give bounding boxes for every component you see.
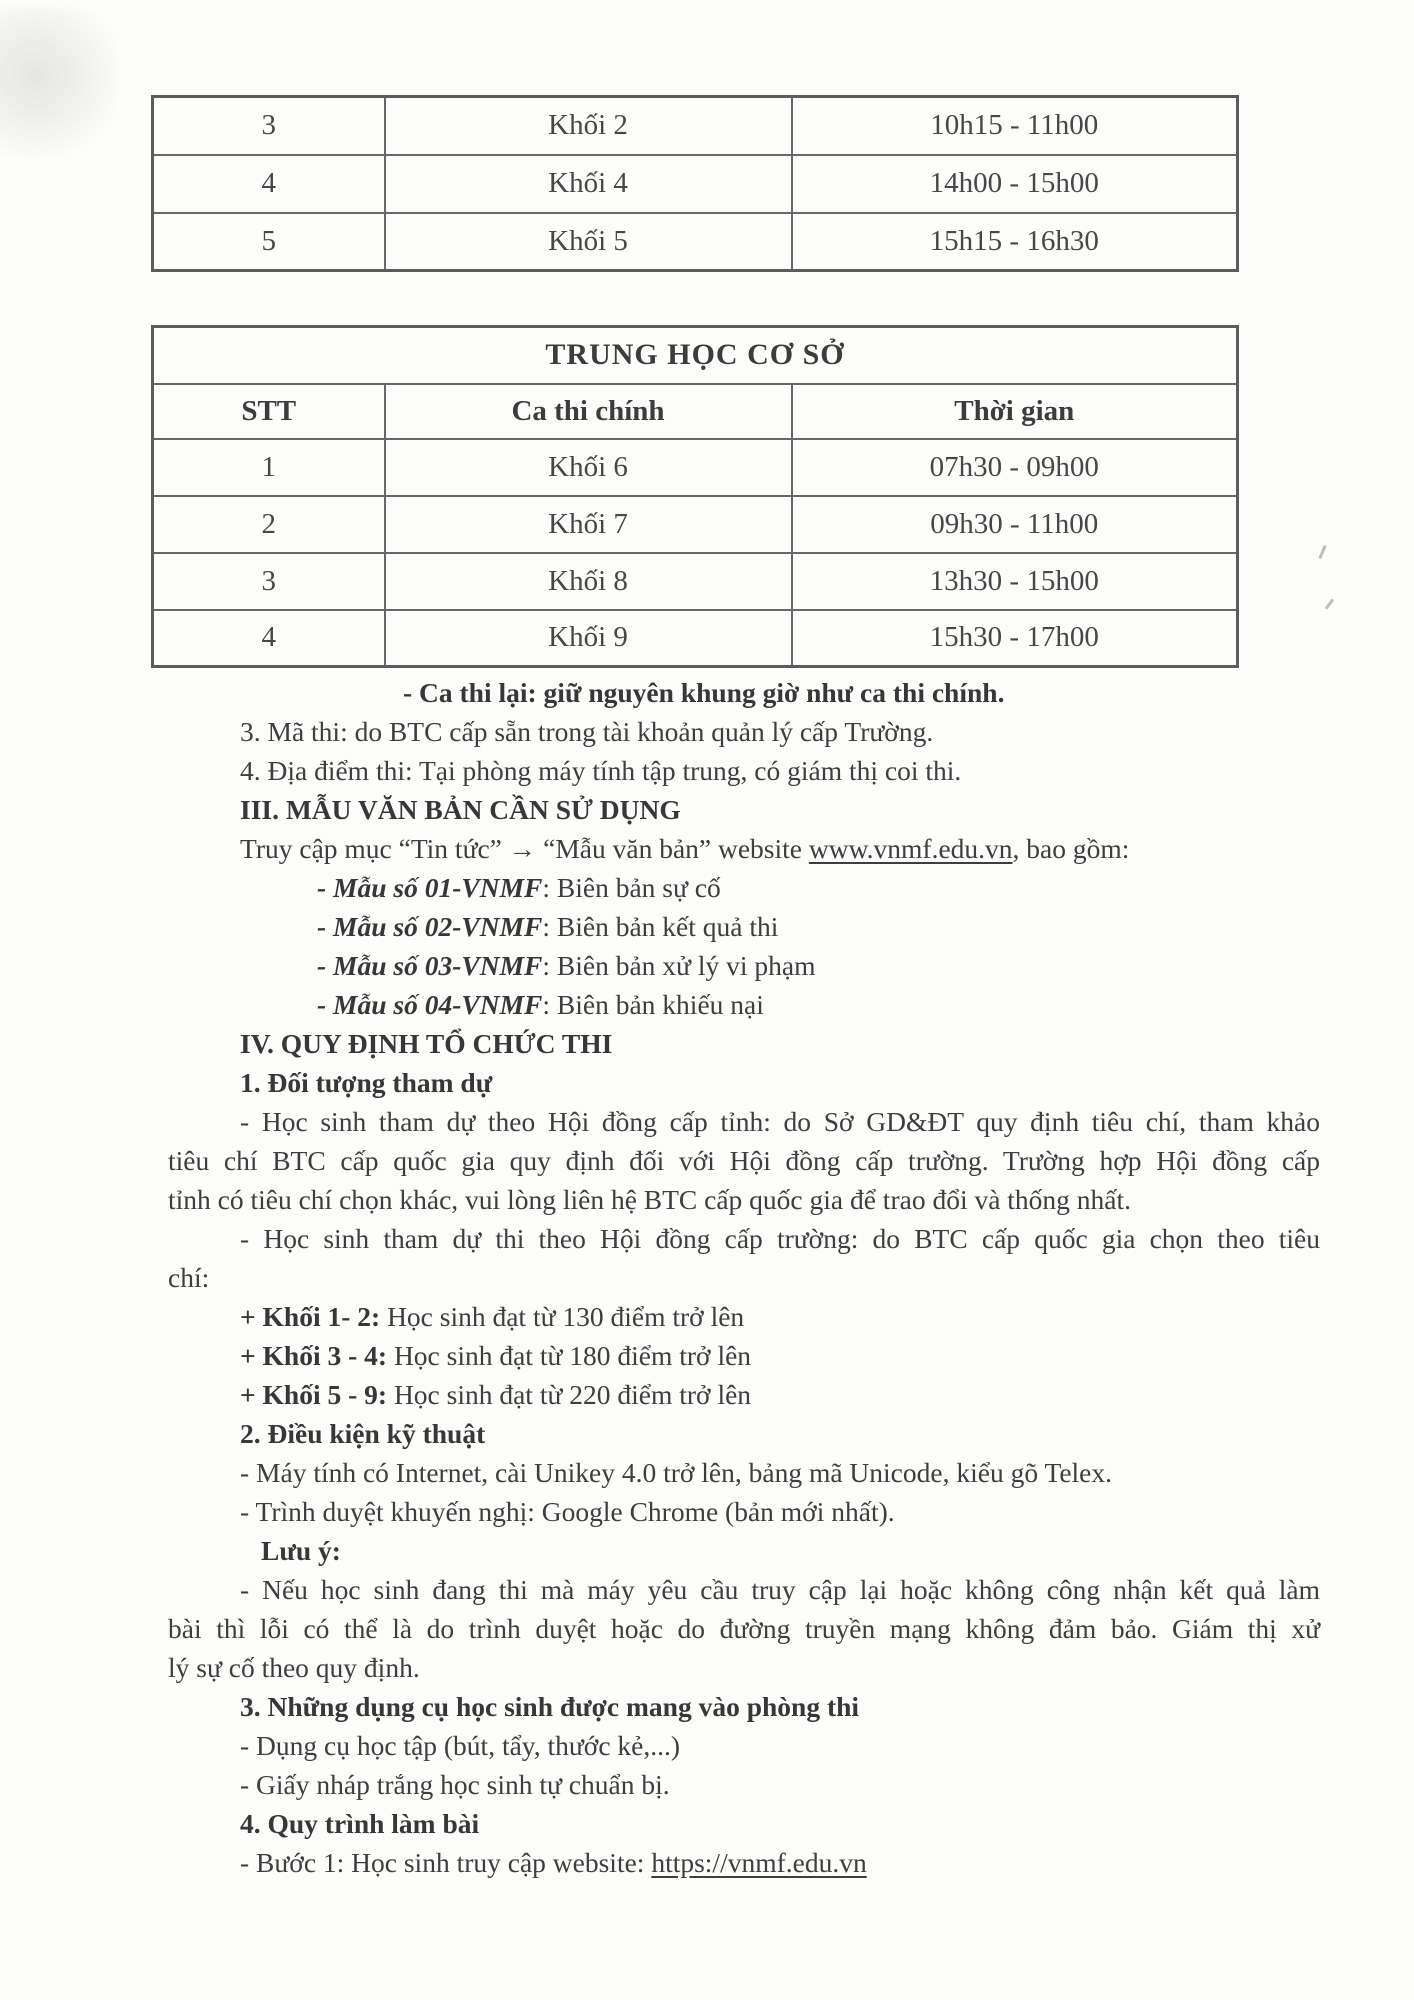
text-segment: - Mẫu số 01-VNMF xyxy=(317,872,543,903)
text-segment: + Khối 3 - 4: xyxy=(240,1340,388,1371)
hyperlink[interactable]: https://vnmf.edu.vn xyxy=(651,1847,867,1878)
text-segment: - Mẫu số 03-VNMF xyxy=(317,950,543,981)
time-cell: 14h00 - 15h00 xyxy=(792,155,1238,213)
grade-cell: Khối 6 xyxy=(385,439,792,496)
grade-cell: Khối 9 xyxy=(385,610,792,667)
text-segment: Học sinh đạt từ 220 điểm trở lên xyxy=(387,1379,752,1410)
time-cell: 15h30 - 17h00 xyxy=(792,610,1238,667)
time-cell: 15h15 - 16h30 xyxy=(792,213,1238,271)
table-row xyxy=(153,610,1238,667)
text-line xyxy=(168,1687,1320,1726)
text-line xyxy=(168,1531,1320,1570)
exam-schedule-table-primary xyxy=(151,95,1239,272)
text-line xyxy=(168,1024,1320,1063)
text-line xyxy=(168,1804,1320,1843)
text-segment: lý sự cố theo quy định. xyxy=(168,1652,420,1683)
text-segment: IV. QUY ĐỊNH TỔ CHỨC THI xyxy=(240,1028,613,1059)
table-row xyxy=(153,97,1238,155)
grade-cell: Khối 7 xyxy=(385,496,792,553)
text-line xyxy=(168,1609,1320,1648)
text-segment: - Ca thi lại: giữ nguyên khung giờ như ca thi chính. xyxy=(403,677,1005,708)
text-segment: - Mẫu số 04-VNMF xyxy=(317,989,543,1020)
time-cell: 10h15 - 11h00 xyxy=(792,97,1238,155)
header-thoi-gian: Thời gian xyxy=(792,384,1238,439)
table-title: TRUNG HỌC CƠ SỞ xyxy=(153,327,1238,384)
text-segment: - Dụng cụ học tập (bút, tẩy, thước kẻ,...) xyxy=(240,1730,681,1761)
text-segment: Học sinh đạt từ 130 điểm trở lên xyxy=(380,1301,745,1332)
time-cell: 09h30 - 11h00 xyxy=(792,496,1238,553)
text-segment: : Biên bản xử lý vi phạm xyxy=(542,950,816,981)
stt-cell: 2 xyxy=(153,496,385,553)
table-row xyxy=(153,496,1238,553)
text-line xyxy=(168,907,1320,946)
text-segment: Học sinh đạt từ 180 điểm trở lên xyxy=(387,1340,752,1371)
text-segment: : Biên bản kết quả thi xyxy=(542,911,779,942)
text-line xyxy=(168,1141,1320,1180)
text-segment: - Máy tính có Internet, cài Unikey 4.0 trở lên, bảng mã Unicode, kiểu gõ Telex. xyxy=(240,1457,1112,1488)
text-segment: 3. Những dụng cụ học sinh được mang vào phòng thi xyxy=(240,1691,860,1722)
grade-cell: Khối 2 xyxy=(385,97,792,155)
scan-artifact xyxy=(1318,545,1326,559)
stt-cell: 4 xyxy=(153,610,385,667)
text-line xyxy=(168,1063,1320,1102)
text-segment: - Trình duyệt khuyến nghị: Google Chrome (bản mới nhất). xyxy=(240,1496,895,1527)
text-line xyxy=(168,673,1320,712)
document-body xyxy=(168,673,1320,1882)
scan-artifact xyxy=(0,8,120,158)
text-line xyxy=(168,1843,1320,1882)
stt-cell: 3 xyxy=(153,97,385,155)
text-segment: 2. Điều kiện kỹ thuật xyxy=(240,1418,486,1449)
text-line xyxy=(168,1102,1320,1141)
stt-cell: 1 xyxy=(153,439,385,496)
text-segment: , bao gồm: xyxy=(1012,833,1130,864)
scan-artifact xyxy=(1325,598,1335,609)
text-line xyxy=(168,1765,1320,1804)
text-segment: tỉnh có tiêu chí chọn khác, vui lòng liên hệ BTC cấp quốc gia để trao đổi và thống nhất. xyxy=(168,1184,1132,1215)
stt-cell: 4 xyxy=(153,155,385,213)
text-segment: Truy cập mục “Tin tức” → “Mẫu văn bản” website xyxy=(240,833,809,864)
text-segment: - Nếu học sinh đang thi mà máy yêu cầu truy cập lại hoặc không công nhận kết quả làm xyxy=(240,1574,1320,1605)
text-line xyxy=(168,985,1320,1024)
stt-cell: 3 xyxy=(153,553,385,610)
text-line xyxy=(168,751,1320,790)
text-line xyxy=(168,1297,1320,1336)
text-segment: : Biên bản sự cố xyxy=(542,872,721,903)
hyperlink[interactable]: www.vnmf.edu.vn xyxy=(808,833,1013,864)
table-row xyxy=(153,439,1238,496)
text-segment: 3. Mã thi: do BTC cấp sẵn trong tài khoản quản lý cấp Trường. xyxy=(240,716,934,747)
text-line xyxy=(168,1726,1320,1765)
text-segment: 4. Quy trình làm bài xyxy=(240,1808,480,1839)
exam-schedule-table-secondary xyxy=(151,325,1239,668)
text-line xyxy=(168,868,1320,907)
text-line xyxy=(168,829,1320,868)
text-segment: 4. Địa điểm thi: Tại phòng máy tính tập trung, có giám thị coi thi. xyxy=(240,755,962,786)
table-row xyxy=(153,155,1238,213)
table-header-row xyxy=(153,384,1238,439)
text-segment: - Giấy nháp trắng học sinh tự chuẩn bị. xyxy=(240,1769,670,1800)
time-cell: 13h30 - 15h00 xyxy=(792,553,1238,610)
text-segment: + Khối 1- 2: xyxy=(240,1301,381,1332)
text-segment: Lưu ý: xyxy=(261,1535,341,1566)
text-segment: 1. Đối tượng tham dự xyxy=(240,1067,493,1098)
text-line xyxy=(168,946,1320,985)
grade-cell: Khối 5 xyxy=(385,213,792,271)
text-line xyxy=(168,1570,1320,1609)
grade-cell: Khối 4 xyxy=(385,155,792,213)
text-line xyxy=(168,1336,1320,1375)
table-row xyxy=(153,213,1238,271)
text-line xyxy=(168,1180,1320,1219)
text-segment: tiêu chí BTC cấp quốc gia quy định đối với Hội đồng cấp trường. Trường hợp Hội đồng cấp xyxy=(168,1145,1320,1176)
text-segment: - Mẫu số 02-VNMF xyxy=(317,911,543,942)
text-segment: : Biên bản khiếu nại xyxy=(542,989,764,1020)
text-line xyxy=(168,1453,1320,1492)
time-cell: 07h30 - 09h00 xyxy=(792,439,1238,496)
table-title-row xyxy=(153,327,1238,384)
text-line xyxy=(168,1648,1320,1687)
text-line xyxy=(168,790,1320,829)
header-ca-thi-chinh: Ca thi chính xyxy=(385,384,792,439)
text-segment: bài thì lỗi có thể là do trình duyệt hoặc do đường truyền mạng không đảm bảo. Giám thị xử xyxy=(168,1613,1320,1644)
text-segment: chí: xyxy=(168,1262,210,1293)
text-line xyxy=(168,1414,1320,1453)
text-line xyxy=(168,1375,1320,1414)
text-line xyxy=(168,1492,1320,1531)
header-stt: STT xyxy=(153,384,385,439)
grade-cell: Khối 8 xyxy=(385,553,792,610)
text-line xyxy=(168,712,1320,751)
text-line xyxy=(168,1219,1320,1258)
text-line xyxy=(168,1258,1320,1297)
text-segment: + Khối 5 - 9: xyxy=(240,1379,388,1410)
table-row xyxy=(153,553,1238,610)
text-segment: - Học sinh tham dự theo Hội đồng cấp tỉnh: do Sở GD&ĐT quy định tiêu chí, tham khảo xyxy=(240,1106,1320,1137)
stt-cell: 5 xyxy=(153,213,385,271)
text-segment: - Học sinh tham dự thi theo Hội đồng cấp trường: do BTC cấp quốc gia chọn theo tiêu xyxy=(240,1223,1320,1254)
text-segment: III. MẪU VĂN BẢN CẦN SỬ DỤNG xyxy=(240,794,681,825)
text-segment: - Bước 1: Học sinh truy cập website: xyxy=(240,1847,652,1878)
